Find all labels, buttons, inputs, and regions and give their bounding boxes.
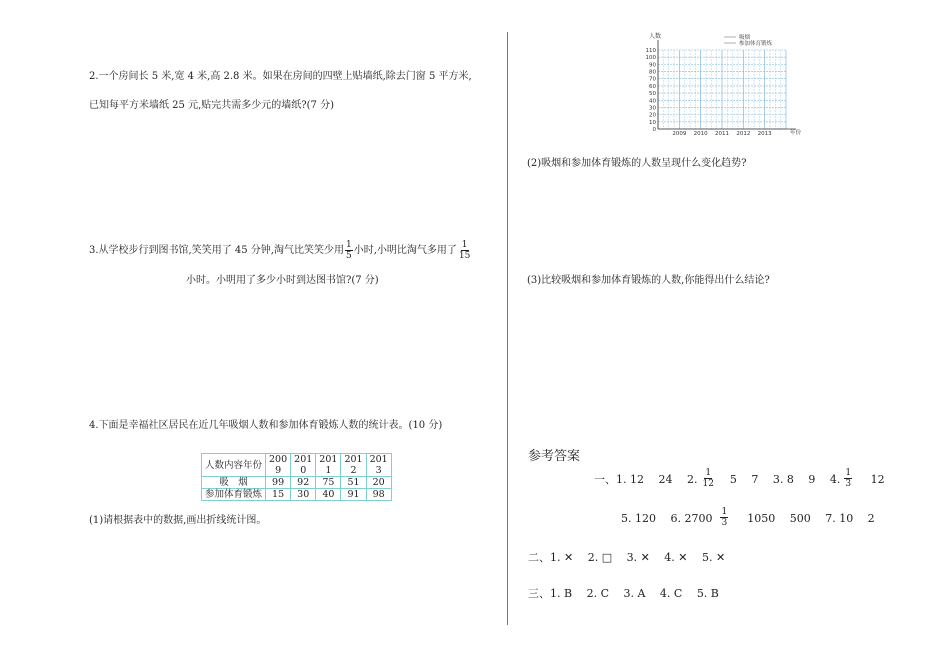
stats-table-wrapper bbox=[201, 453, 392, 501]
question-4-sub-2: (2)吸烟和参加体育锻炼的人数呈现什么变化趋势? bbox=[527, 158, 747, 169]
table-cell: 51 bbox=[341, 477, 366, 489]
question-4-sub-3: (3)比较吸烟和参加体育锻炼的人数,你能得出什么结论? bbox=[527, 275, 770, 286]
blank-line-chart-grid bbox=[640, 26, 810, 140]
answers-heading: 参考答案 bbox=[528, 449, 581, 464]
y-tick-label: 0 bbox=[652, 127, 656, 133]
table-header-year: 201 0 bbox=[291, 454, 316, 477]
fraction-denominator: 3 bbox=[721, 518, 728, 528]
x-tick-label: 2011 bbox=[715, 131, 729, 137]
fraction-numerator: 1 bbox=[721, 507, 728, 517]
fraction-denominator: 5 bbox=[345, 251, 352, 261]
chart-gridlines bbox=[658, 40, 796, 129]
legend-label-smoking: 吸烟 bbox=[739, 35, 751, 41]
x-tick-label: 2012 bbox=[736, 131, 751, 137]
x-tick-label: 2013 bbox=[757, 131, 772, 137]
table-row-label: 吸 烟 bbox=[202, 477, 266, 489]
chart-x-ticks bbox=[672, 131, 772, 137]
y-tick-label: 90 bbox=[649, 62, 656, 69]
table-cell: 91 bbox=[341, 489, 366, 501]
answers-row-3: 二、1. ✕ 2. □ 3. ✕ 4. ✕ 5. ✕ bbox=[528, 551, 726, 564]
fraction-one-fifteenth bbox=[458, 240, 471, 261]
question-3-text-a: 3.从学校步行到图书馆,笑笑用了 45 分钟,淘气比笑笑少用 bbox=[89, 244, 344, 256]
table-header-label: 人数内容年份 bbox=[202, 454, 266, 477]
y-tick-label: 30 bbox=[649, 105, 656, 112]
y-tick-label: 50 bbox=[649, 91, 656, 98]
answer-fraction bbox=[720, 507, 728, 528]
table-cell: 40 bbox=[316, 489, 341, 501]
x-tick-label: 2009 bbox=[672, 131, 687, 137]
question-4-title: 4.下面是幸福社区居民在近几年吸烟人数和参加体育锻炼人数的统计表。(10 分) bbox=[89, 420, 443, 431]
table-row bbox=[202, 477, 392, 489]
y-tick-label: 20 bbox=[649, 112, 656, 119]
question-4-sub-1: (1)请根据表中的数据,画出折线统计图。 bbox=[89, 515, 267, 526]
answers-row-1-c: 12 bbox=[856, 472, 885, 486]
y-tick-label: 100 bbox=[645, 55, 656, 62]
chart-y-title: 人数 bbox=[649, 33, 662, 40]
stats-table bbox=[201, 453, 392, 501]
y-tick-label: 60 bbox=[649, 83, 656, 90]
table-header-year: 201 3 bbox=[366, 454, 391, 477]
answers-row-2-a: 5. 120 6. 2700 bbox=[621, 511, 713, 525]
table-header-row bbox=[202, 454, 392, 477]
table-cell: 92 bbox=[291, 477, 316, 489]
y-tick-label: 80 bbox=[649, 69, 656, 76]
fraction-denominator: 15 bbox=[458, 251, 471, 261]
table-cell: 98 bbox=[366, 489, 391, 501]
answer-fraction bbox=[701, 468, 714, 489]
question-3-text-b: 小时,小明比淘气多用了 bbox=[353, 244, 457, 256]
table-cell: 15 bbox=[266, 489, 291, 501]
x-tick-label: 2010 bbox=[693, 131, 708, 137]
answers-row-2 bbox=[621, 507, 875, 528]
table-header-year: 201 1 bbox=[316, 454, 341, 477]
y-tick-label: 40 bbox=[649, 98, 656, 105]
chart-y-ticks bbox=[646, 48, 657, 133]
fraction-numerator: 1 bbox=[845, 468, 852, 478]
fraction-numerator: 1 bbox=[461, 240, 468, 250]
answer-fraction bbox=[844, 468, 852, 489]
table-header-year: 200 9 bbox=[266, 454, 291, 477]
table-row-label: 参加体育锻炼 bbox=[202, 489, 266, 501]
y-tick-label: 110 bbox=[645, 48, 656, 54]
fraction-denominator: 12 bbox=[702, 479, 714, 489]
table-cell: 20 bbox=[366, 477, 391, 489]
question-3-line-2: 小时。小明用了多少小时到达图书馆?(7 分) bbox=[186, 275, 379, 286]
column-divider bbox=[507, 32, 508, 625]
answers-row-2-b: 1050 500 7. 10 2 bbox=[736, 511, 875, 525]
answers-row-1-b: 5 7 3. 8 9 4. bbox=[718, 472, 841, 486]
question-3-line-1 bbox=[89, 240, 472, 261]
table-row bbox=[202, 489, 392, 501]
chart-x-title: 年份 bbox=[790, 130, 802, 136]
question-2-line-2: 已知每平方米墙纸 25 元,贴完共需多少元的墙纸?(7 分) bbox=[89, 100, 334, 111]
y-tick-label: 70 bbox=[649, 76, 656, 83]
answers-row-1-a: 一、1. 12 24 2. bbox=[594, 472, 698, 486]
table-cell: 30 bbox=[291, 489, 316, 501]
fraction-denominator: 3 bbox=[845, 479, 852, 489]
question-2-line-1: 2.一个房间长 5 米,宽 4 米,高 2.8 米。如果在房间的四壁上贴墙纸,除去门窗 5 平方米, bbox=[89, 71, 472, 82]
table-cell: 75 bbox=[316, 477, 341, 489]
answers-row-4: 三、1. B 2. C 3. A 4. C 5. B bbox=[528, 587, 719, 600]
y-tick-label: 10 bbox=[649, 119, 656, 126]
table-header-year: 201 2 bbox=[341, 454, 366, 477]
table-cell: 99 bbox=[266, 477, 291, 489]
legend-label-exercise: 参加体育锻炼 bbox=[739, 41, 773, 47]
answers-row-1 bbox=[594, 468, 885, 489]
fraction-one-fifth bbox=[345, 240, 353, 261]
fraction-numerator: 1 bbox=[705, 468, 712, 478]
fraction-numerator: 1 bbox=[345, 240, 352, 250]
